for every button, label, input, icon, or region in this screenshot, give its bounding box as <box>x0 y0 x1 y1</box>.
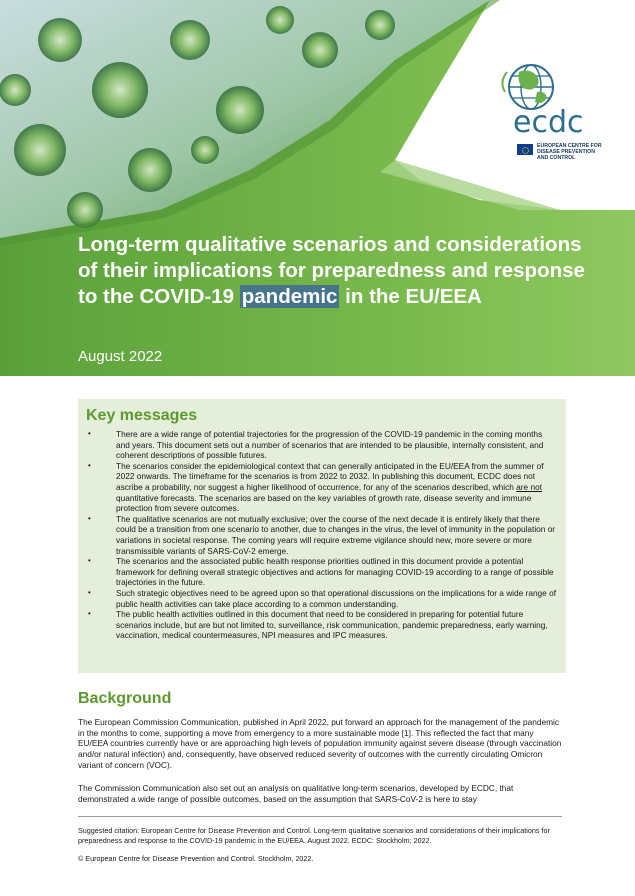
key-message-underlined: are not <box>516 481 543 492</box>
bullet-icon: • <box>88 429 91 438</box>
title-text-part-1: Long-term qualitative scenarios and considerations of their implications for preparedness and response to the COVID-19 <box>78 233 585 308</box>
key-messages-heading: Key messages <box>86 407 198 424</box>
background-paragraph-1: The European Commission Communication, published in April 2022, put forward an approach for the management of the pandemic in the months to come, supporting a move from emergency to a more sustainable mode [1]. This reflected the fact that many EU/EEA countries currently have or are approaching high levels of population immunity against severe disease (through vaccination and/or natural infection) and, consequently, have observed reduced severity of outcomes with the currently circulating Omicron variant of concern (VOC). <box>78 717 562 770</box>
key-message-text: Such strategic objectives need to be agreed upon so that operational discussions on the implications for a wide range of public health activities can take place according to a common understanding. <box>116 587 557 609</box>
bullet-icon: • <box>88 587 91 597</box>
org-line-3: AND CONTROL <box>537 155 576 161</box>
bullet-icon: • <box>88 556 91 566</box>
logo-wordmark: ecdc <box>513 105 584 140</box>
key-message-text: There are a wide range of potential trajectories for the progression of the COVID-19 pandemic in the coming months and years. This document sets out a number of scenarios that are intended to be plausible, internally consistent, and coherent descriptions of possible futures. <box>116 429 544 461</box>
list-item <box>86 429 556 461</box>
list-item <box>86 461 556 514</box>
title-highlighted-word: pandemic <box>241 285 338 308</box>
bullet-icon: • <box>88 513 91 523</box>
key-message-text: The public health activities outlined in this document that need to be considered in preparing for potential future scenarios include, but are but not limited to, surveillance, risk communication, pandemic preparedness, early warning, vaccination, medical countermeasures, NPI measures and IPC measures. <box>116 609 548 641</box>
logo-organisation-name <box>537 143 617 161</box>
key-message-text: The scenarios consider the epidemiological context that can generally anticipated in the EU/EEA from the summer of 2022 onwards. The timeframe for the scenarios is from 2022 to 2032. In publishing this document, ECDC does not ascribe a probability, nor suggest a higher likelihood of occurrence, for any of the scenarios described, which <box>116 460 544 492</box>
list-item <box>86 514 556 556</box>
footer-divider <box>78 816 562 817</box>
eu-flag-icon <box>517 144 533 155</box>
copyright-notice: © European Centre for Disease Prevention and Control. Stockholm, 2022. <box>78 854 314 863</box>
list-item <box>86 556 556 588</box>
org-line-1: EUROPEAN CENTRE FOR <box>537 143 602 149</box>
bullet-icon: • <box>88 609 91 619</box>
cover-banner <box>0 0 635 376</box>
org-line-2: DISEASE PREVENTION <box>537 149 595 155</box>
key-message-text: The scenarios and the associated public health response priorities outlined in this document provide a potential framework for defining overall strategic objectives and actions for managing COVID-19 according to a range of possible trajectories in the future. <box>116 556 554 588</box>
suggested-citation: Suggested citation: European Centre for Disease Prevention and Control. Long-term qualitative scenarios and considerations of their implications for preparedness and response to the COVID-19 pandemic in the EU/EEA. August 2022. ECDC: Stockholm; 2022. <box>78 826 550 845</box>
publication-date: August 2022 <box>78 348 163 365</box>
bullet-icon: • <box>88 460 91 470</box>
ecdc-logo <box>495 62 615 172</box>
background-heading: Background <box>78 690 172 707</box>
banner-background-image <box>0 0 635 376</box>
key-message-text: The qualitative scenarios are not mutually exclusive; over the course of the next decade it is entirely likely that there could be a transition from one scenario to another, due to changes in the virus, the level of immunity in the population or variations in societal response. The coming years will require extreme vigilance should new, more severe or more transmissible variants of SARS-CoV-2 emerge. <box>116 513 556 556</box>
title-text-part-2: in the EU/EEA <box>345 285 482 308</box>
key-messages-list <box>86 429 556 641</box>
list-item <box>86 588 556 609</box>
key-message-text: quantitative forecasts. The scenarios are based on the key variables of growth rate, disease severity and immune protection from severe outcomes. <box>116 492 532 514</box>
document-title <box>78 232 598 310</box>
key-messages-box <box>78 399 566 673</box>
background-paragraph-2: The Commission Communication also set out an analysis on qualitative long-term scenarios, developed by ECDC, that demonstrated a wide range of possible outcomes, based on the assumption that SARS-CoV-2 is here to stay <box>78 783 514 804</box>
list-item <box>86 609 556 641</box>
